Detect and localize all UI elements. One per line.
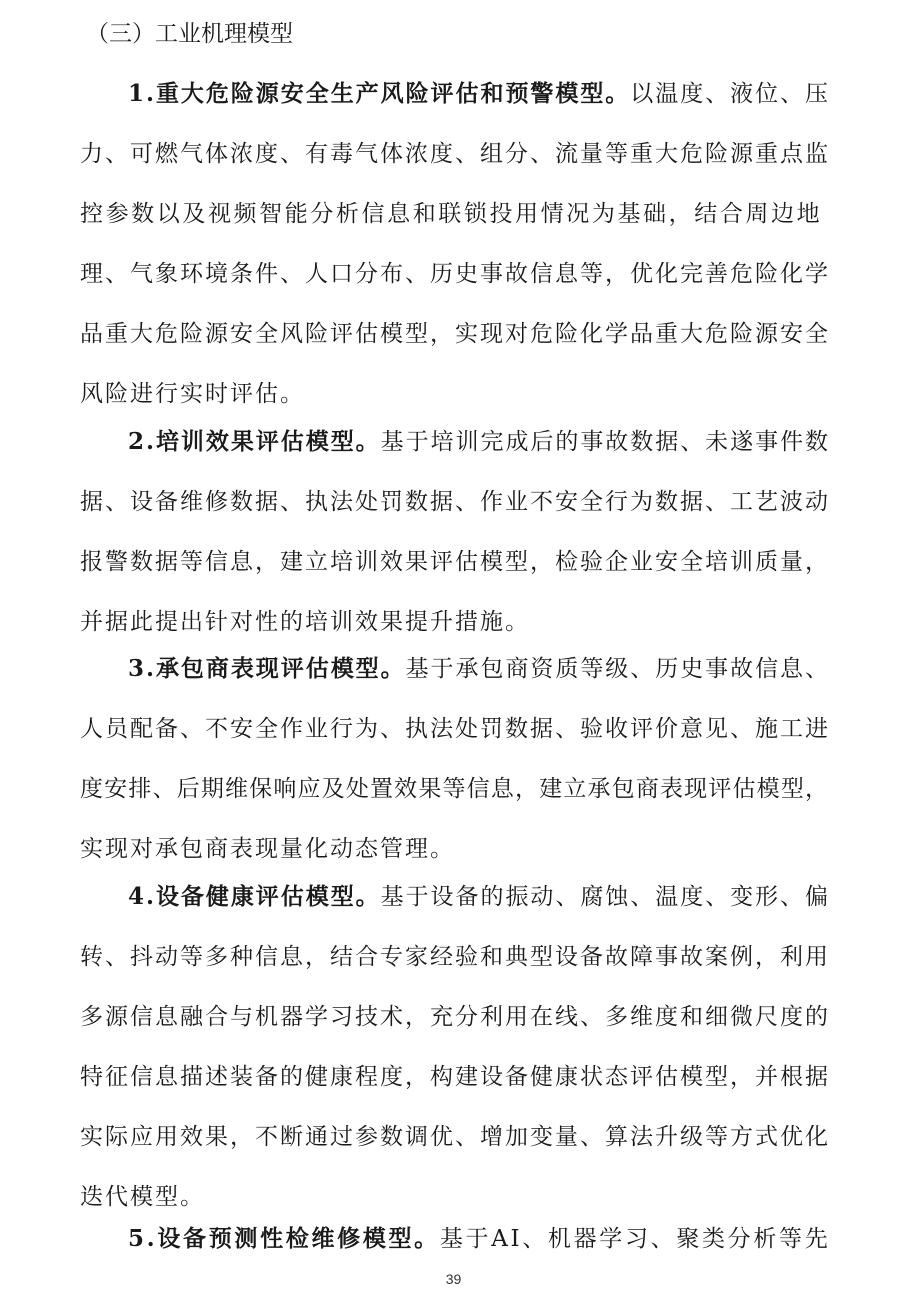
paragraph-lead: 4.设备健康评估模型。 bbox=[128, 883, 381, 910]
paragraph-first-line bbox=[128, 881, 830, 913]
paragraph-line bbox=[80, 378, 305, 410]
paragraph-text: 基于承包商资质等级、历史事故信息、 bbox=[405, 656, 830, 682]
paragraph-line bbox=[80, 773, 829, 805]
paragraph-lead: 2.培训效果评估模型。 bbox=[128, 428, 381, 455]
paragraph-line bbox=[80, 546, 830, 578]
paragraph-first-line bbox=[128, 653, 830, 685]
paragraph-text: 迭代模型。 bbox=[80, 1184, 205, 1210]
paragraph-text: 多源信息融合与机器学习技术，充分利用在线、多维度和细微尺度的 bbox=[80, 1004, 830, 1030]
paragraph-line bbox=[80, 486, 830, 518]
paragraph-text: 控参数以及视频智能分析信息和联锁投用情况为基础，结合周边地 bbox=[80, 201, 823, 227]
paragraph-first-line bbox=[128, 426, 830, 458]
paragraph-line bbox=[80, 198, 822, 230]
paragraph-text: 基于设备的振动、腐蚀、温度、变形、偏 bbox=[380, 884, 830, 910]
paragraph-line bbox=[80, 1061, 830, 1093]
paragraph-text: 基于AI、机器学习、聚类分析等先 bbox=[439, 1226, 831, 1252]
paragraph-text: 品重大危险源安全风险评估模型，实现对危险化学品重大危险源安全 bbox=[80, 321, 830, 347]
paragraph-lead: 5.设备预测性检维修模型。 bbox=[128, 1225, 440, 1252]
paragraph-line bbox=[80, 138, 830, 170]
paragraph-text: 实际应用效果，不断通过参数调优、增加变量、算法升级等方式优化 bbox=[80, 1124, 830, 1150]
paragraph-line bbox=[80, 713, 830, 745]
paragraph-line bbox=[80, 1181, 205, 1213]
paragraph-line bbox=[80, 1001, 830, 1033]
section-heading: （三）工业机理模型 bbox=[86, 21, 293, 47]
paragraph-line bbox=[80, 833, 455, 865]
paragraph-lead: 3.承包商表现评估模型。 bbox=[128, 655, 406, 682]
paragraph-text: 据、设备维修数据、执法处罚数据、作业不安全行为数据、工艺波动 bbox=[80, 489, 830, 515]
paragraph-text: 人员配备、不安全作业行为、执法处罚数据、验收评价意见、施工进 bbox=[80, 716, 830, 742]
page-number: 39 bbox=[445, 1271, 462, 1287]
paragraph-text: 以温度、液位、压 bbox=[630, 81, 830, 107]
paragraph-first-line bbox=[128, 1223, 830, 1255]
paragraph-text: 风险进行实时评估。 bbox=[80, 381, 305, 407]
paragraph-line bbox=[80, 1121, 830, 1153]
paragraph-lead: 1.重大危险源安全生产风险评估和预警模型。 bbox=[128, 80, 631, 107]
paragraph-text: 转、抖动等多种信息，结合专家经验和典型设备故障事故案例，利用 bbox=[80, 944, 830, 970]
paragraph-text: 特征信息描述装备的健康程度，构建设备健康状态评估模型，并根据 bbox=[80, 1064, 830, 1090]
paragraph-line bbox=[80, 941, 830, 973]
paragraph-line bbox=[80, 606, 530, 638]
paragraph-text: 度安排、后期维保响应及处置效果等信息，建立承包商表现评估模型， bbox=[80, 776, 830, 802]
paragraph-text: 实现对承包商表现量化动态管理。 bbox=[80, 836, 455, 862]
paragraph-line bbox=[80, 258, 830, 290]
paragraph-text: 并据此提出针对性的培训效果提升措施。 bbox=[80, 609, 530, 635]
paragraph-text: 基于培训完成后的事故数据、未遂事件数 bbox=[380, 429, 830, 455]
paragraph-text: 报警数据等信息，建立培训效果评估模型，检验企业安全培训质量， bbox=[80, 549, 830, 575]
paragraph-line bbox=[80, 318, 830, 350]
paragraph-first-line bbox=[128, 78, 830, 110]
paragraph-text: 力、可燃气体浓度、有毒气体浓度、组分、流量等重大危险源重点监 bbox=[80, 141, 830, 167]
paragraph-text: 理、气象环境条件、人口分布、历史事故信息等，优化完善危险化学 bbox=[80, 261, 830, 287]
